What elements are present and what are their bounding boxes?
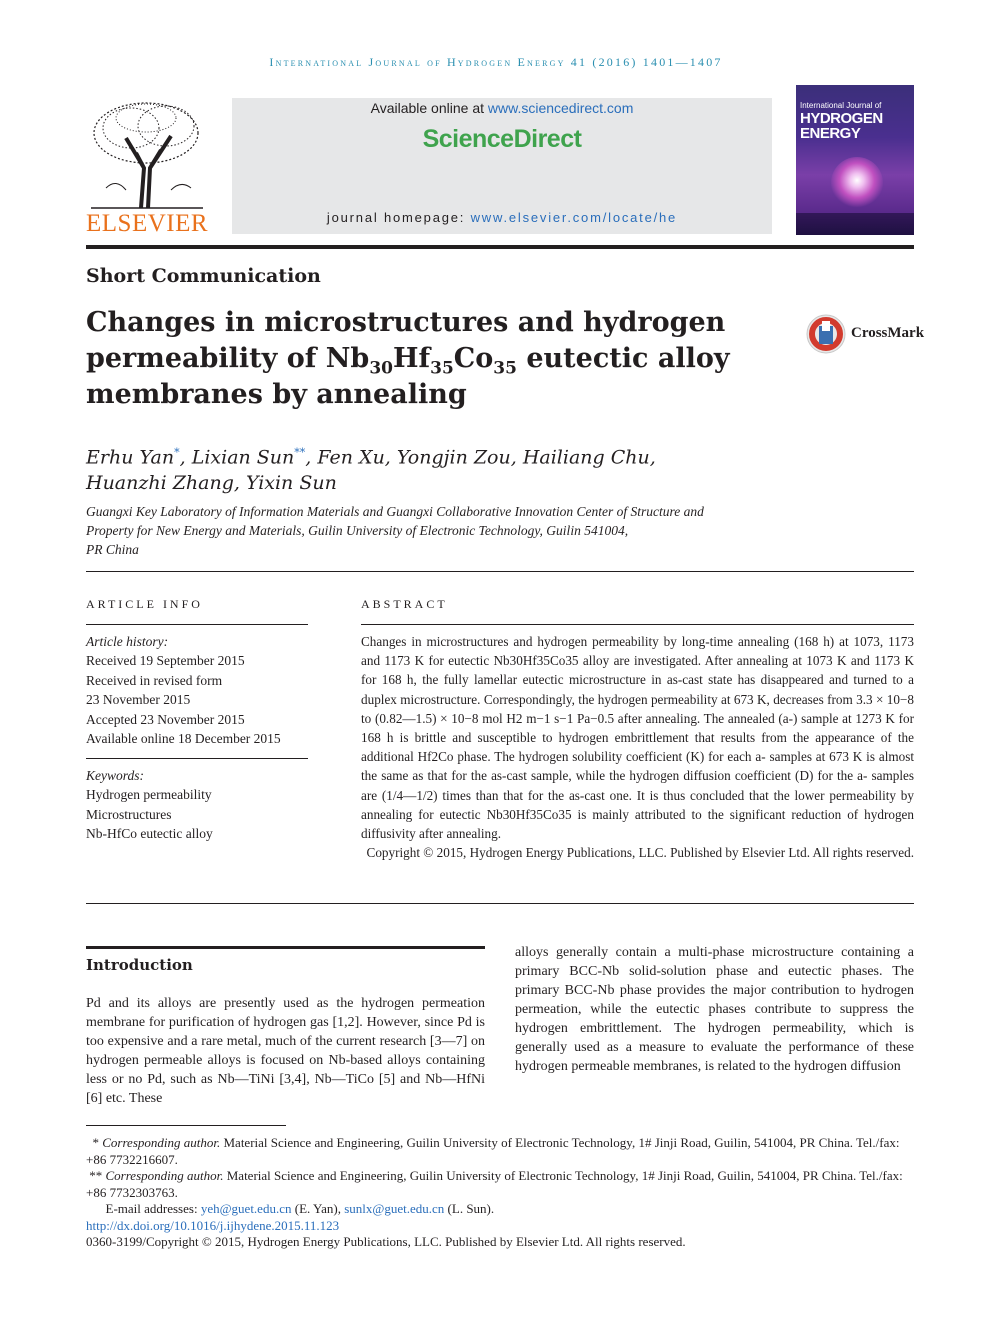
title-part4: eutectic alloy membranes by annealing [86,343,730,410]
email-line [86,1201,914,1218]
article-history [86,632,308,748]
available-prefix: Available online at [370,100,488,116]
article-info-heading: ARTICLE INFO [86,597,203,611]
affiliation-line3: PR China [86,542,139,557]
affiliation-rule [86,571,914,572]
abstract-heading: ABSTRACT [361,597,448,611]
author-separator: , [179,446,192,469]
history-item: Accepted 23 November 2015 [86,711,245,727]
email-sun-link[interactable]: sunlx@guet.edu.cn [344,1201,445,1216]
article-title [86,305,766,413]
cover-footer-band [796,213,914,235]
sciencedirect-logo: ScienceDirect [422,125,582,153]
title-sub1: 30 [369,358,393,379]
footnote-1-mark: * [92,1135,99,1150]
author-list [86,440,786,496]
affiliation-line1: Guangxi Key Laboratory of Information Materials and Guangxi Collaborative Innovation Center of Structure and [86,504,704,519]
abstract-body [361,632,914,862]
intro-right-text: alloys generally contain a multi-phase microstructure containing a primary BCC-Nb solid-solution phase and eutectic phases. The primary BCC-Nb phase provides the major contribution to hydrogen permeation, while the eutectic phases contribute to suppress the hydrogen embrittlement. The hydrogen permeability, which is generally used as a measure to evaluate the performance of these hydrogen permeable membranes, is related to the hydrogen diffusion [515,945,914,1074]
cover-title-line1: International Journal of [800,101,882,110]
article-info-rule [86,624,308,625]
keyword-item: Hydrogen permeability [86,787,212,803]
history-item: 23 November 2015 [86,692,191,708]
cover-glow-graphic [831,157,883,209]
intro-rule [86,946,485,949]
footnote-rule [86,1125,286,1126]
available-online [232,100,772,116]
journal-homepage [232,210,772,225]
keywords-label: Keywords: [86,768,144,783]
email-yan-link[interactable]: yeh@guet.edu.cn [200,1201,292,1216]
crossmark-icon [806,312,850,356]
footnote-2-label: Corresponding author. [105,1168,224,1183]
cover-word-energy: ENERGY [800,125,861,142]
footnote-2-mark: ** [89,1168,103,1183]
doi-link[interactable]: http://dx.doi.org/10.1016/j.ijhydene.2015.11.123 [86,1217,340,1233]
email1-owner: (E. Yan), [291,1201,345,1216]
keyword-item: Nb-HfCo eutectic alloy [86,826,213,842]
title-part3: Co [453,343,494,374]
journal-cover-image [796,85,914,235]
author-yan[interactable]: Erhu Yan [86,446,175,469]
corresponding-mark-2[interactable]: ** [294,446,306,459]
intro-left-text: Pd and its alloys are presently used as the hydrogen permeation membrane for purification of hydrogen gas [1,2]. However, since Pd is too expensive and a rare metal, much of the current research [3—7] on hydrogen permeable alloys is focused on Nb-based alloys containing less or no Pd, such as Nb—TiNi [3,4], Nb—TiCo [5] and Nb—HfNi [6] etc. These [86,996,485,1106]
history-item: Received 19 September 2015 [86,653,245,669]
journal-citation: International Journal of Hydrogen Energy 41 (2016) 1401—1407 [269,55,723,69]
footnote-2-text: Material Science and Engineering, Guilin University of Electronic Technology, 1# Jinji Road, Guilin, 541004, PR China. Tel./fax: +86 7732303763. [86,1168,903,1200]
title-sub3: 35 [493,358,517,379]
issn-line: 0360-3199/Copyright © 2015, Hydrogen Energy Publications, LLC. Published by Elsevier Ltd. All rights reserved. [86,1234,686,1249]
keywords-rule [86,758,308,759]
abstract-text: Changes in microstructures and hydrogen permeability by long-time annealing (168 h) at 1073, 1173 and 1173 K for eutectic Nb30Hf35Co35 alloy are investigated. After annealing at 1073 K and 1173 K for 168 h, the fully lamellar eutectic microstructure in as-cast state has disappeared and turned to a duplex microstructure. Correspondingly, the hydrogen permeability at 673 K, decreases from 3.3 × 10−8 to (0.82—1.5) × 10−8 mol H2 m−1 s−1 Pa−0.5 after annealing. The annealed (a-) sample at 1273 K for 168 h is brittle and susceptible to hydrogen embrittlement that results from the appearance of the additional Hf2Co phase. The hydrogen solubility coefficient (K) for each a- samples at 673 K is almost the same as that for the as-cast sample, while the hydrogen diffusion coefficient (D) for the a- samples are (1/4—1/2) times than that for the as-cast one. It is thus concluded that the lower permeability by annealing for eutectic Nb30Hf35Co35 is mainly attributed to the significant reduction of hydrogen diffusivity after annealing. [361,634,914,842]
footnote-1 [86,1135,914,1168]
sciencedirect-banner [232,98,772,234]
elsevier-wordmark: ELSEVIER [86,210,209,237]
homepage-prefix: journal homepage: [326,210,471,225]
footnotes [86,1135,914,1251]
intro-left-column [86,994,485,1108]
footnote-1-text: Material Science and Engineering, Guilin University of Electronic Technology, 1# Jinji Road, Guilin, 541004, PR China. Tel./fax: +86 7732216607. [86,1135,900,1167]
email-prefix: E-mail addresses: [105,1201,201,1216]
title-part2: Hf [393,343,431,374]
corresponding-mark-1[interactable]: * [174,446,180,459]
intro-right-column [515,943,914,1076]
crossmark-label: CrossMark [851,325,925,341]
cover-title-line2 [800,111,883,141]
history-item: Available online 18 December 2015 [86,731,281,747]
affiliation [86,502,786,559]
doi-line [86,1218,914,1235]
author-sun[interactable]: Lixian Sun [191,446,295,469]
footnote-1-label: Corresponding author. [102,1135,221,1150]
keywords [86,766,308,844]
abstract-rule [361,624,914,625]
affiliation-line2: Property for New Energy and Materials, Guilin University of Electronic Technology, Guilin 541004, [86,523,629,538]
title-sub2: 35 [430,358,454,379]
keyword-item: Microstructures [86,806,172,822]
email2-owner: (L. Sun). [444,1201,495,1216]
homepage-link[interactable]: www.elsevier.com/locate/he [470,210,678,225]
footnote-2 [86,1168,914,1201]
history-label: Article history: [86,634,169,649]
history-item: Received in revised form [86,672,223,688]
cover-word-hydrogen: HYDROGEN [800,110,883,127]
article-type: Short Communication [86,265,321,287]
sciencedirect-link[interactable]: www.sciencedirect.com [487,100,634,116]
author-rest-line1: , Fen Xu, Yongjin Zou, Hailiang Chu, [305,446,656,469]
author-rest-line2: Huanzhi Zhang, Yixin Sun [86,472,337,495]
abstract-copyright: Copyright © 2015, Hydrogen Energy Publications, LLC. Published by Elsevier Ltd. All rights reserved. [366,845,914,861]
abstract-bottom-rule [86,903,914,904]
title-part1: Changes in microstructures and hydrogen permeability of Nb [86,307,726,374]
header-rule [86,245,914,249]
introduction-heading: Introduction [86,956,193,974]
